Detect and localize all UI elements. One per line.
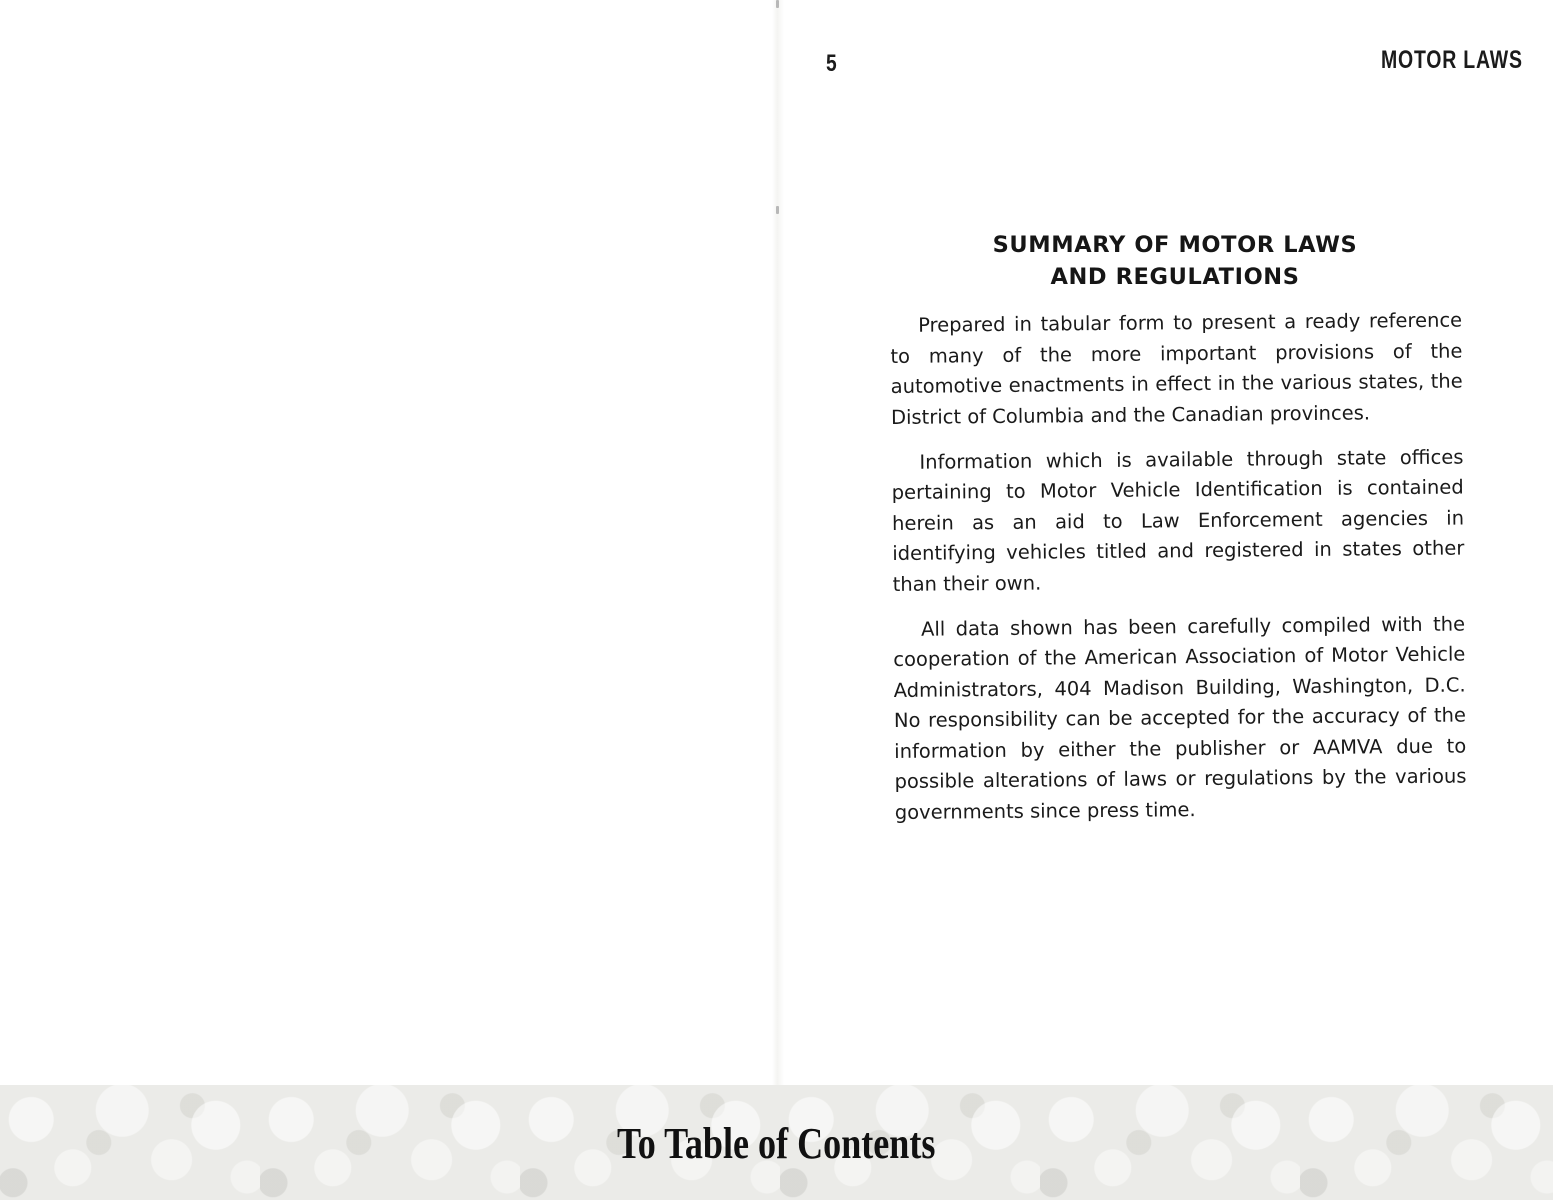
page-number: 5 <box>826 50 837 77</box>
section-title-line-2: AND REGULATIONS <box>1050 264 1300 290</box>
section-title-line-1: SUMMARY OF MOTOR LAWS <box>992 232 1358 258</box>
paragraph-identification: Information which is available through state offices pertaining to Motor Vehicle Identification is contained herein as an aid to Law Enforcement agencies in identifying vehicles titled and registered in states other than their own. <box>891 445 1465 596</box>
paragraph-intro: Prepared in tabular form to present a ready reference to many of the more important provisions of the automotive enactments in effect in the various states, the District of Columbia and the Canadian provinces. <box>890 308 1463 429</box>
running-head: MOTOR LAWS <box>1381 46 1523 74</box>
paragraph-disclaimer: All data shown has been carefully compiled with the cooperation of the American Association of Motor Vehicle Administrators, 404 Madison Building, Washington, D.C. No responsibility can be accepted for the accuracy of the information by either the publisher or AAMVA due to possible alterations of laws or regulations by the various governments since press time. <box>893 611 1467 824</box>
body-text <box>890 306 1467 843</box>
table-of-contents-link-label: To Table of Contents <box>617 1119 936 1168</box>
page-gutter <box>772 0 784 1085</box>
gutter-mark <box>776 0 779 8</box>
left-page-blank <box>0 0 778 1085</box>
table-of-contents-link[interactable] <box>0 1118 1553 1170</box>
gutter-mark <box>776 206 779 214</box>
section-title <box>888 229 1462 293</box>
